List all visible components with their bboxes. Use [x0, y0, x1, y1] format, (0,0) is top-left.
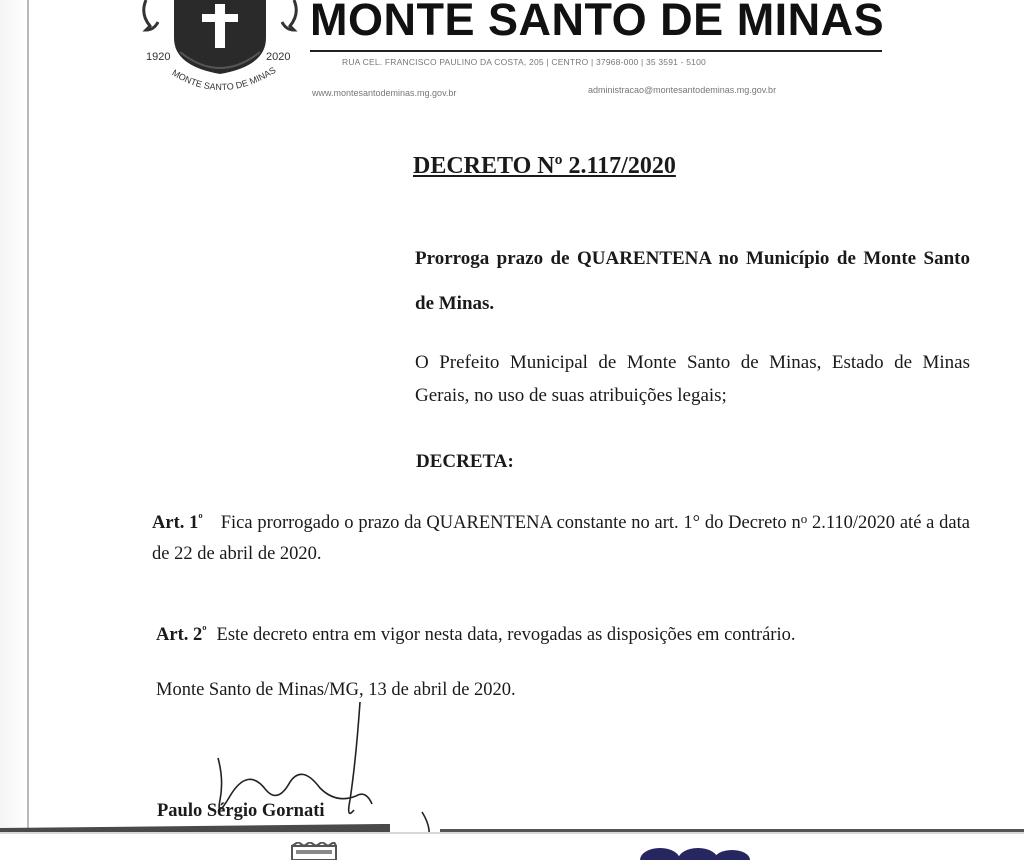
header-title: MONTE SANTO DE MINAS — [310, 0, 885, 45]
page-edge — [27, 0, 29, 832]
article-2-ordinal: º — [202, 623, 207, 638]
header-address: RUA CEL. FRANCISCO PAULINO DA COSTA, 205 | CENTRO | 37968-000 | 35 3591 - 5100 — [342, 57, 706, 67]
footer-band — [0, 832, 1024, 862]
crest-year-left: 1920 — [146, 51, 171, 63]
decreta-heading: DECRETA: — [416, 451, 514, 472]
header-rule — [310, 50, 882, 52]
header-website: www.montesantodeminas.mg.gov.br — [312, 88, 457, 98]
decree-title: DECRETO Nº 2.117/2020 — [413, 153, 676, 179]
article-2 — [156, 623, 795, 646]
signer-name: Paulo Sérgio Gornati — [157, 801, 325, 821]
article-1-label: Art. 1 — [152, 513, 199, 533]
footer-brand-logo-icon — [640, 846, 750, 860]
decree-preamble: O Prefeito Municipal de Monte Santo de Minas, Estado de Minas Gerais, no uso de suas atribuições legais; — [415, 352, 970, 406]
place-and-date: Monte Santo de Minas/MG, 13 de abril de 2020. — [156, 680, 516, 700]
article-2-label: Art. 2 — [156, 625, 203, 645]
article-1-text: Fica prorrogado o prazo da QUARENTENA constante no art. 1° do Decreto n — [220, 513, 801, 533]
municipal-crest-logo — [140, 0, 300, 108]
crest-year-right: 2020 — [266, 51, 291, 63]
article-1-text-sup: o — [800, 511, 808, 526]
article-1 — [152, 503, 970, 570]
crest-banner-text: MONTE SANTO DE MINAS — [170, 64, 278, 93]
page-margin-shadow — [0, 0, 27, 832]
article-1-ordinal: º — [198, 511, 203, 526]
article-1-text-end: 2.110/2020 até a data de 22 de abril de 2020. — [152, 513, 970, 564]
decree-ementa: Prorroga prazo de QUARENTENA no Município de Monte Santo de Minas. — [415, 248, 970, 314]
footer-coat-of-arms-icon — [288, 842, 340, 860]
header-email: administracao@montesantodeminas.mg.gov.br — [588, 85, 777, 95]
article-2-text: Este decreto entra em vigor nesta data, revogadas as disposições em contrário. — [216, 625, 796, 645]
